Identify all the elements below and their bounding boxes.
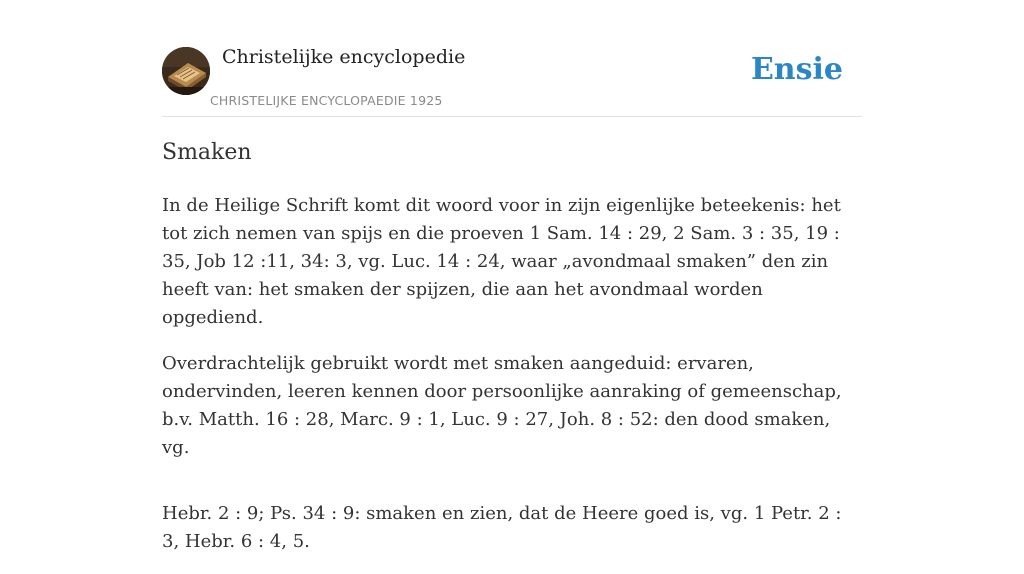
article-paragraph: Overdrachtelijk gebruikt wordt met smaken aangeduid: ervaren, ondervinden, leeren kennen door persoonlijke aanraking of gemeenschap, b.v. Matth. 16 : 28, Marc. 9 : 1, Luc. 9 : 27, Joh. 8 : 52: den dood smaken, vg.: [162, 353, 842, 458]
article-paragraph: In de Heilige Schrift komt dit woord voor in zijn eigenlijke beteekenis: het tot zich nemen van spijs en die proeven 1 Sam. 14 : 29, 2 Sam. 3 : 35, 19 : 35, Job 12 :11, 34: 3, vg. Luc. 14 : 24, waar „avondmaal smaken” den zin heeft van: het smaken der spijzen, die aan het avondmaal worden opgediend.: [162, 195, 841, 328]
page: [162, 0, 862, 552]
source-name[interactable]: Christelijke encyclopedie: [222, 46, 466, 68]
ensie-logo-link[interactable]: Ensie: [750, 52, 843, 87]
article-paragraph: Hebr. 2 : 9; Ps. 34 : 9: smaken en zien, dat de Heere goed is, vg. 1 Petr. 2 : 3, Hebr. 6 : 4, 5.: [162, 503, 842, 552]
source-header: [162, 0, 862, 117]
source-subtitle[interactable]: CHRISTELIJKE ENCYCLOPAEDIE 1925: [210, 93, 443, 108]
book-thumbnail-icon: [162, 47, 210, 95]
article-body: [162, 192, 862, 574]
source-avatar[interactable]: [162, 47, 210, 95]
article-title: Smaken: [162, 140, 252, 165]
